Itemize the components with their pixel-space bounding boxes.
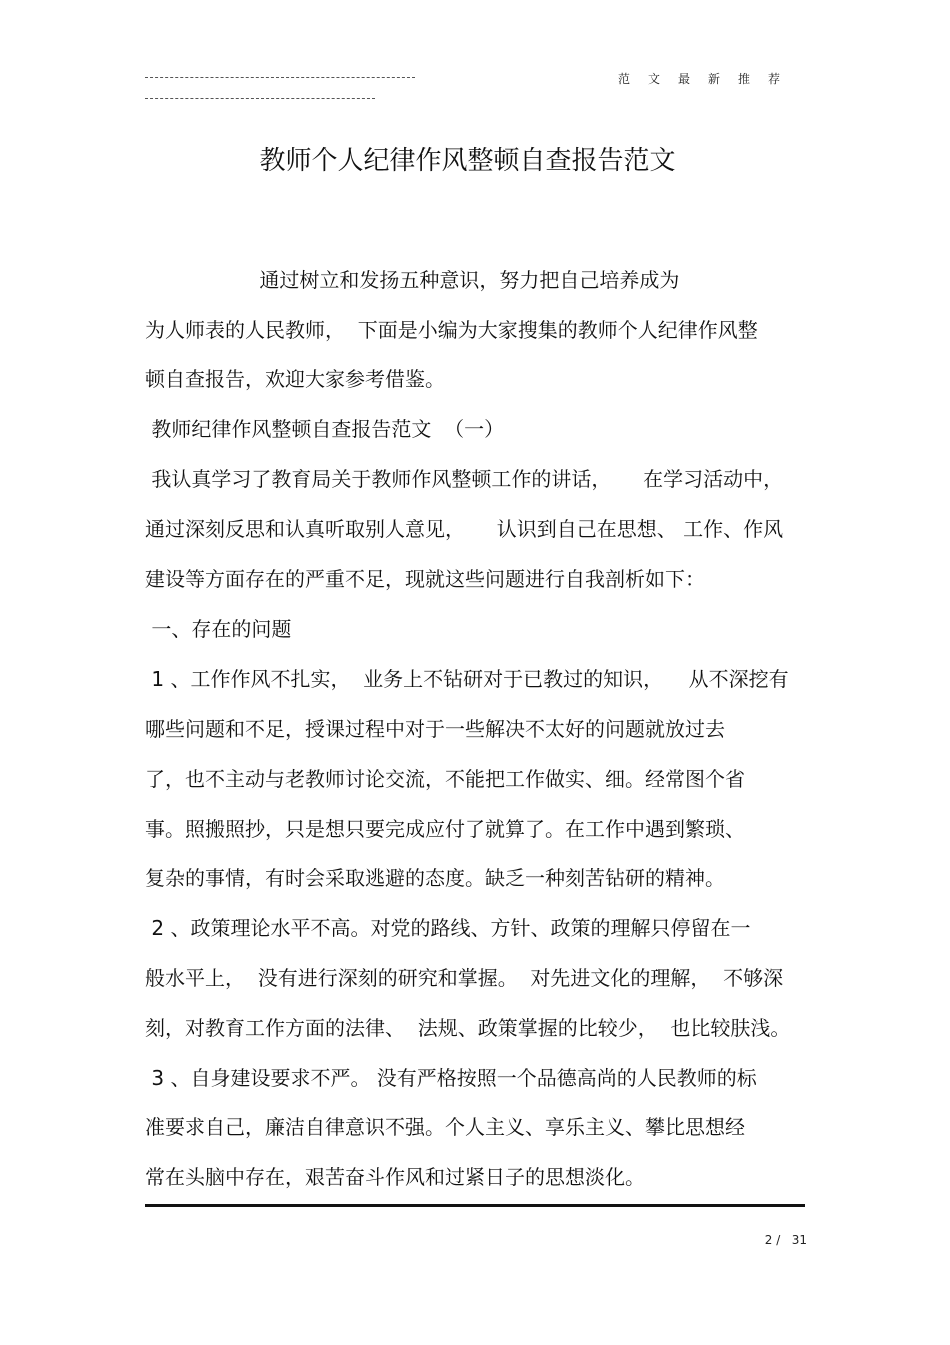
body-line: 3 、自身建设要求不严。 没有严格按照一个品德高尚的人民教师的标 (145, 1066, 757, 1090)
body-line: 哪些问题和不足，授课过程中对于一些解决不太好的问题就放过去 (145, 717, 725, 741)
header-dashed-rule (145, 77, 415, 78)
body-line: 般水平上， 没有进行深刻的研究和掌握。 对先进文化的理解， 不够深 (145, 966, 784, 990)
header-tag: 范文最新推荐 (618, 72, 799, 86)
section-heading: 教师纪律作风整顿自查报告范文 （一） (145, 417, 505, 441)
body-line: 刻，对教育工作方面的法律、 法规、政策掌握的比较少， 也比较肤浅。 (145, 1016, 791, 1040)
section-heading: 一、存在的问题 (145, 617, 292, 641)
body-line: 了，也不主动与老教师讨论交流，不能把工作做实、细。经常图个省 (145, 767, 745, 791)
page-number: 2 / 31 (764, 1233, 807, 1247)
body-line: 建设等方面存在的严重不足，现就这些问题进行自我剖析如下： (145, 567, 705, 591)
body-line: 常在头脑中存在，艰苦奋斗作风和过紧日子的思想淡化。 (145, 1165, 645, 1189)
body-line: 通过深刻反思和认真听取别人意见， 认识到自己在思想、 工作、作风 (145, 517, 784, 541)
body-line: 事。照搬照抄，只是想只要完成应付了就算了。在工作中遇到繁琐、 (145, 817, 745, 841)
body-line: 顿自查报告，欢迎大家参考借鉴。 (145, 367, 445, 391)
page-title: 教师个人纪律作风整顿自查报告范文 (259, 146, 676, 176)
body-line: 通过树立和发扬五种意识，努力把自己培养成为 (145, 268, 680, 292)
body-line: 准要求自己，廉洁自律意识不强。个人主义、享乐主义、攀比思想经 (145, 1115, 745, 1139)
body-line: 1 、工作作风不扎实， 业务上不钻研对于已教过的知识， 从不深挖有 (145, 667, 789, 691)
footer-rule (145, 1204, 805, 1207)
body-line: 复杂的事情，有时会采取逃避的态度。缺乏一种刻苦钻研的精神。 (145, 866, 725, 890)
header-dashed-rule (145, 98, 375, 99)
body-line: 2 、政策理论水平不高。对党的路线、方针、政策的理解只停留在一 (145, 916, 751, 940)
body-line: 为人师表的人民教师， 下面是小编为大家搜集的教师个人纪律作风整 (145, 318, 758, 342)
body-line: 我认真学习了教育局关于教师作风整顿工作的讲话， 在学习活动中， (145, 467, 784, 491)
